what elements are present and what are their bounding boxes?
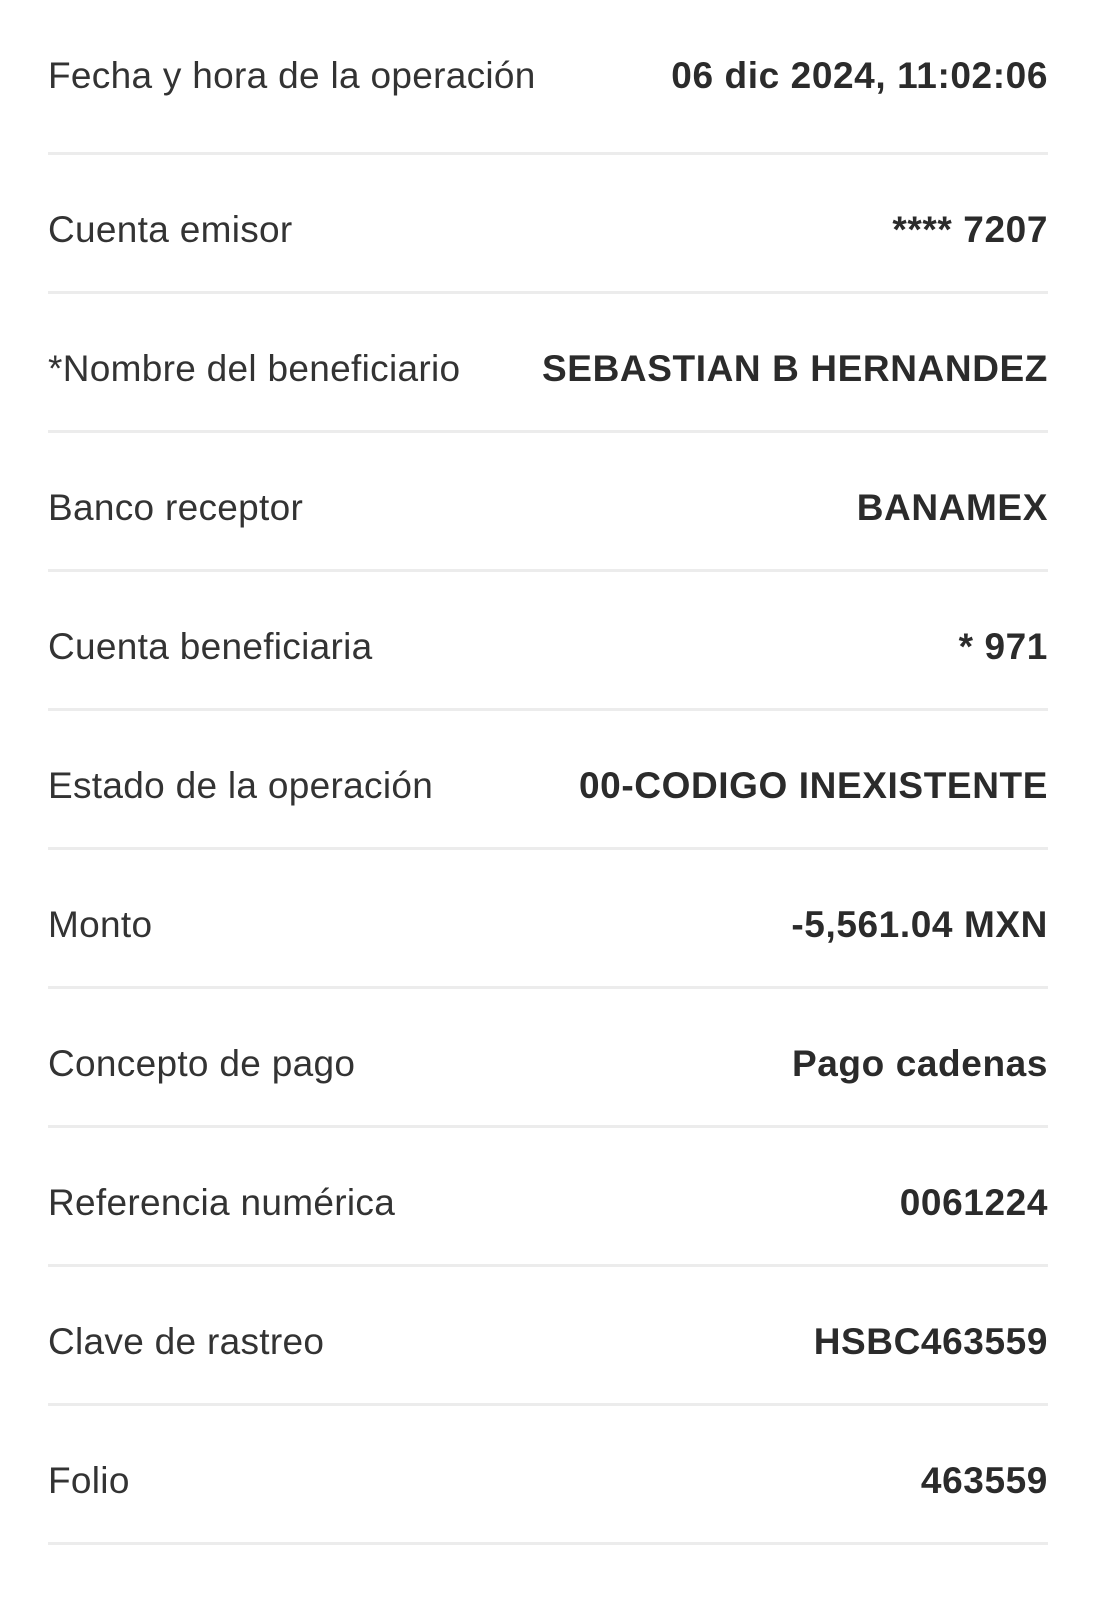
cuenta-beneficiaria-value: * 971 bbox=[958, 626, 1048, 667]
detail-row-estado-operacion bbox=[48, 711, 1048, 850]
concepto-pago-value: Pago cadenas bbox=[791, 1043, 1048, 1084]
monto-value: -5,561.04 MXN bbox=[791, 904, 1048, 945]
detail-row-concepto-pago bbox=[48, 989, 1048, 1128]
detail-row-monto bbox=[48, 850, 1048, 989]
nombre-beneficiario-label: *Nombre del beneficiario bbox=[48, 348, 461, 389]
estado-operacion-value: 00-CODIGO INEXISTENTE bbox=[578, 765, 1048, 806]
monto-label: Monto bbox=[48, 904, 153, 945]
nombre-beneficiario-value: SEBASTIAN B HERNANDEZ bbox=[542, 348, 1048, 389]
detail-row-banco-receptor bbox=[48, 433, 1048, 572]
detail-row-referencia-numerica bbox=[48, 1128, 1048, 1267]
estado-operacion-label: Estado de la operación bbox=[48, 765, 434, 806]
clave-rastreo-label: Clave de rastreo bbox=[48, 1321, 325, 1362]
cuenta-beneficiaria-label: Cuenta beneficiaria bbox=[48, 626, 373, 667]
detail-row-fecha-hora bbox=[48, 0, 1048, 155]
referencia-numerica-label: Referencia numérica bbox=[48, 1182, 396, 1223]
detail-row-folio bbox=[48, 1406, 1048, 1545]
folio-value: 463559 bbox=[920, 1460, 1048, 1501]
cuenta-emisor-label: Cuenta emisor bbox=[48, 209, 293, 250]
detail-row-cuenta-emisor bbox=[48, 155, 1048, 294]
detail-row-cuenta-beneficiaria bbox=[48, 572, 1048, 711]
banco-receptor-value: BANAMEX bbox=[856, 487, 1048, 528]
cuenta-emisor-value: **** 7207 bbox=[892, 209, 1048, 250]
folio-label: Folio bbox=[48, 1460, 130, 1501]
concepto-pago-label: Concepto de pago bbox=[48, 1043, 356, 1084]
fecha-hora-value: 06 dic 2024, 11:02:06 bbox=[671, 55, 1048, 96]
referencia-numerica-value: 0061224 bbox=[899, 1182, 1048, 1223]
detail-row-nombre-beneficiario bbox=[48, 294, 1048, 433]
banco-receptor-label: Banco receptor bbox=[48, 487, 304, 528]
detail-row-clave-rastreo bbox=[48, 1267, 1048, 1406]
fecha-hora-label: Fecha y hora de la operación bbox=[48, 55, 536, 96]
clave-rastreo-value: HSBC463559 bbox=[813, 1321, 1048, 1362]
